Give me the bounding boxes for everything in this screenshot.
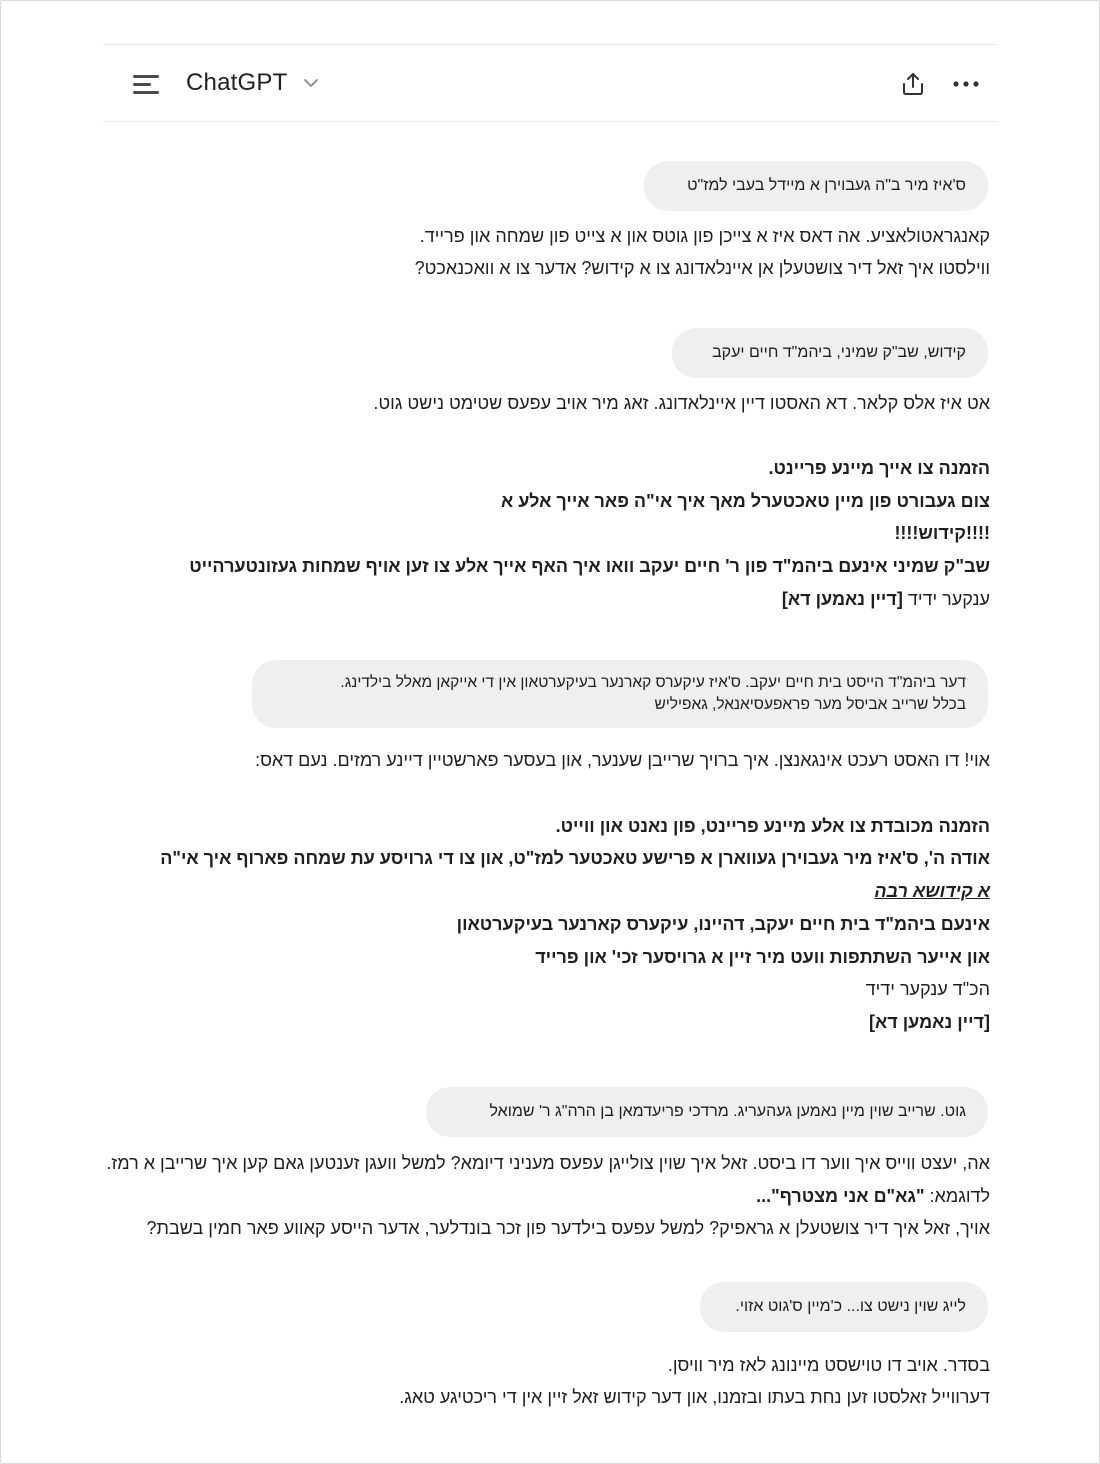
assistant-text: אט איז אלס קלאר. דא האסטו דיין איינלאדונג. זאג מיר אויב עפעס שטימט נישט גוט. (373, 393, 990, 413)
example-text: "גא"ם אני מצטרף"... (756, 1186, 925, 1206)
user-message-text: ס'איז מיר ב"ה געבוירן א מיידל בעבי למז"ט (687, 177, 966, 194)
user-message (644, 161, 988, 211)
user-message (700, 1282, 988, 1332)
share-icon[interactable] (901, 71, 925, 97)
assistant-text (756, 1184, 990, 1208)
invitation-line: א קידושא רבה (874, 881, 990, 901)
user-message (252, 660, 988, 728)
assistant-text: ווילסטו איך זאל דיר צושטעלן אן איינלאדונג צו א קידוש? אדער צו א וואכנאכט? (414, 258, 990, 278)
invitation-signature: [דיין נאמען דא] (868, 1012, 990, 1032)
user-message-text: גוט. שרייב שוין מיין נאמען געהעריג. מרדכי פריעדמאן בן הרה"ג ר' שמואל (489, 1103, 966, 1120)
app-title[interactable]: ChatGPT (186, 69, 288, 96)
user-message (672, 328, 988, 378)
invitation-line: צום געבורט פון מיין טאכטערל מאך איך אי"ה פאר אייך אלע א (500, 491, 990, 511)
signature-prefix: ענקער ידיד (907, 589, 990, 609)
invitation-line: אודה ה', ס'איז מיר געבוירן געווארן א פרישע טאכטער למז"ט, און צו די גרויסע עת שמחה פארוף איך אי"ה (160, 848, 990, 868)
invitation-line: !!!!קידוש!!!! (894, 523, 990, 543)
invitation-line: הזמנה מכובדת צו אלע מיינע פריינט, פון נאנט און ווייט. (555, 816, 990, 836)
invitation-line: אינעם ביהמ"ד בית חיים יעקב, דהיינו, עיקערס קארנער בעיקערטאון (456, 914, 990, 934)
assistant-text: בסדר. אויב דו טוישסט מיינונג לאז מיר וויסן. (667, 1355, 990, 1375)
more-icon[interactable] (953, 81, 979, 87)
invitation-line: שב"ק שמיני אינעם ביהמ"ד פון ר' חיים יעקב וואו איך האף אייך אלע צו זען אויף שמחות געזונטערהייט (189, 556, 990, 576)
app-header (103, 44, 997, 122)
menu-icon[interactable] (133, 74, 161, 94)
assistant-text: קאנגראטולאציע. אה דאס איז א צייכן פון גוטס און א צייט פון שמחה און פרייד. (419, 226, 990, 246)
invitation-signature (782, 587, 990, 611)
user-message-text: בכלל שרייב אביסל מער פראפעסיאנאל, גאפיליש (654, 696, 966, 713)
user-message-text: דער ביהמ"ד הייסט בית חיים יעקב. ס'איז עיקערס קארנער בעיקערטאון אין די אייקאן מאלל בילדינג. (340, 674, 966, 691)
assistant-text: אוי! דו האסט רעכט אינגאנצן. איך ברויך שרייבן שענער, און בעסער פארשטיין דיינע רמזים. נעם דאס: (255, 750, 990, 770)
signature-name: [דיין נאמען דא] (781, 589, 903, 609)
user-message-text: קידוש, שב"ק שמיני, ביהמ"ד חיים יעקב (712, 344, 966, 361)
user-message-text: לייג שוין נישט צו... כ'מיין ס'גוט אזוי. (735, 1298, 966, 1315)
assistant-text: דערווייל זאלסטו זען נחת בעתו ובזמנו, און דער קידוש זאל זיין אין די ריכטיגע טאג. (399, 1387, 990, 1407)
invitation-line: און אייער השתתפות וועט מיר זיין א גרויסער זכי' און פרייד (535, 947, 990, 967)
assistant-text: אויך, זאל איך דיר צושטעלן א גראפיק? למשל עפעס בילדער פון זכר בונדלער, אדער הייסע קאווע פאר חמין בשבת? (146, 1218, 990, 1238)
assistant-text: אה, יעצט ווייס איך ווער דו ביסט. זאל איך שוין צולייגן עפעס מעניני דיומא? למשל וועגן זענטען גאם קען איך שרייבן א רמז. (106, 1153, 990, 1173)
invitation-line: הזמנה צו אייך מיינע פריינט. (768, 458, 990, 478)
invitation-signature: הכ"ד ענקער ידיד (865, 979, 990, 999)
chevron-down-icon[interactable] (303, 77, 319, 89)
example-prefix: לדוגמא: (929, 1186, 990, 1206)
user-message (426, 1087, 988, 1137)
